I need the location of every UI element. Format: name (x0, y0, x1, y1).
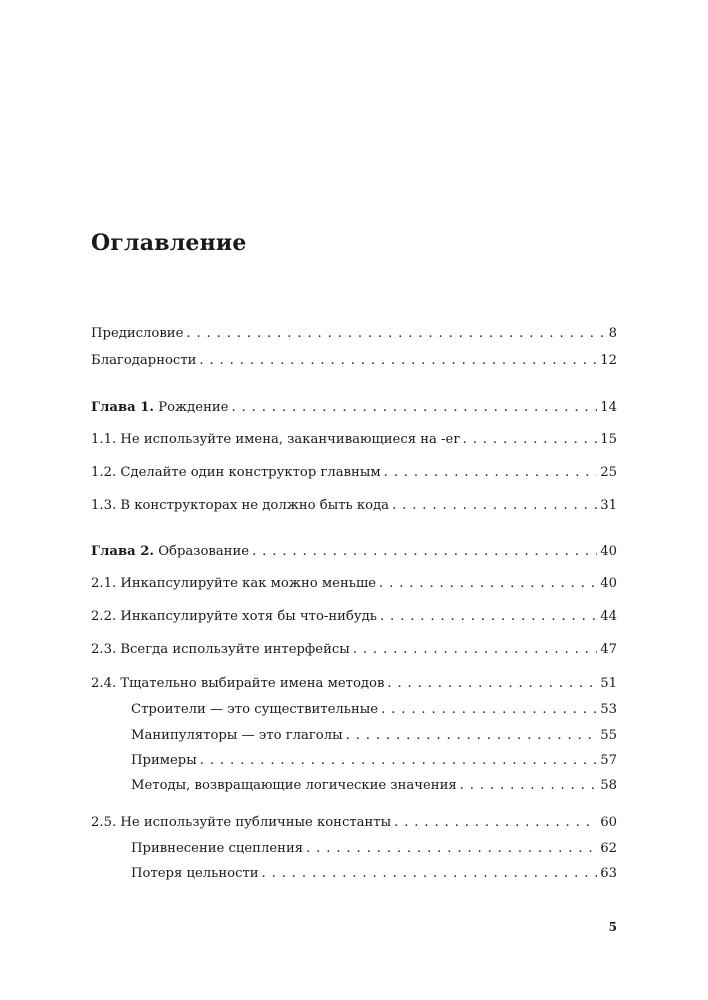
dot-leader (387, 673, 597, 695)
toc-entry-page: 47 (600, 642, 617, 657)
toc-entry-page: 58 (600, 778, 617, 793)
dot-leader (463, 429, 598, 451)
dot-leader (186, 323, 605, 345)
page-title: Оглавление (91, 230, 247, 256)
toc-entry-page: 31 (600, 498, 617, 513)
toc-entry-label: Примеры (131, 753, 197, 768)
dot-leader (380, 606, 597, 628)
toc-entry-page: 62 (600, 841, 617, 856)
toc-entry-section-1-3[interactable] (91, 495, 617, 517)
dot-leader (252, 541, 597, 563)
toc-entry-subsection-coupling[interactable] (131, 838, 617, 860)
toc-entry-page: 40 (600, 576, 617, 591)
toc-entry-chapter-2[interactable] (91, 541, 617, 563)
dot-leader (381, 699, 597, 721)
dot-leader (353, 639, 597, 661)
page-number: 5 (608, 920, 617, 934)
toc-entry-label: Образование (154, 544, 250, 559)
toc-entry-subsection-boolean-methods[interactable] (131, 775, 617, 797)
toc-entry-label: 1.2. Сделайте один конструктор главным (91, 465, 381, 480)
toc-entry-label: Предисловие (91, 326, 184, 341)
toc-entry-label: 2.2. Инкапсулируйте хотя бы что-нибудь (91, 609, 377, 624)
toc-entry-section-2-2[interactable] (91, 606, 617, 628)
toc-entry-label: Привнесение сцепления (131, 841, 304, 856)
toc-entry-label: Строители — это существительные (131, 702, 379, 717)
toc-entry-label: 2.1. Инкапсулируйте как можно меньше (91, 576, 377, 591)
toc-entry-page: 51 (600, 676, 617, 691)
dot-leader (392, 495, 597, 517)
toc-entry-label: Потеря цельности (131, 866, 259, 881)
dot-leader (379, 573, 597, 595)
toc-entry-section-2-5[interactable] (91, 812, 617, 834)
dot-leader (346, 725, 598, 747)
toc-entry-preface[interactable] (91, 323, 617, 345)
toc-entry-label: Манипуляторы — это глаголы (131, 728, 343, 743)
toc-entry-page: 8 (608, 326, 617, 341)
toc-entry-label: Благодарности (91, 353, 197, 368)
toc-entry-label: 1.3. В конструкторах не должно быть кода (91, 498, 390, 513)
toc-entry-page: 40 (600, 544, 617, 559)
toc-entry-page: 53 (600, 702, 617, 717)
toc-entry-acknowledgements[interactable] (91, 350, 617, 372)
toc-entry-section-2-1[interactable] (91, 573, 617, 595)
dot-leader (199, 350, 597, 372)
dot-leader (231, 397, 597, 419)
toc-entry-page: 14 (600, 400, 617, 415)
toc-entry-page: 63 (600, 866, 617, 881)
toc-entry-section-1-1[interactable] (91, 429, 617, 451)
toc-entry-prefix: Глава 2. (91, 544, 155, 559)
dot-leader (262, 863, 598, 885)
toc-entry-page: 25 (600, 465, 617, 480)
toc-entry-subsection-builders[interactable] (131, 699, 617, 721)
dot-leader (200, 750, 597, 772)
toc-entry-label: 1.1. Не используйте имена, заканчивающиеся на -er (91, 432, 460, 447)
toc-entry-page: 15 (600, 432, 617, 447)
toc-entry-label: 2.4. Тщательно выбирайте имена методов (91, 676, 385, 691)
toc-entry-label: Методы, возвращающие логические значения (131, 778, 457, 793)
toc-entry-label: 2.3. Всегда используйте интерфейсы (91, 642, 350, 657)
toc-entry-section-2-3[interactable] (91, 639, 617, 661)
dot-leader (384, 462, 598, 484)
toc-entry-label: Рождение (154, 400, 229, 415)
toc-entry-section-2-4[interactable] (91, 673, 617, 695)
toc-entry-subsection-manipulators[interactable] (131, 725, 617, 747)
toc-entry-chapter-1[interactable] (91, 397, 617, 419)
dot-leader (394, 812, 597, 834)
toc-entry-page: 44 (600, 609, 617, 624)
dot-leader (306, 838, 597, 860)
toc-entry-subsection-cohesion-loss[interactable] (131, 863, 617, 885)
dot-leader (460, 775, 598, 797)
toc-entry-section-1-2[interactable] (91, 462, 617, 484)
toc-entry-prefix: Глава 1. (91, 400, 155, 415)
toc-entry-subsection-examples[interactable] (131, 750, 617, 772)
toc-entry-page: 12 (600, 353, 617, 368)
toc-entry-page: 57 (600, 753, 617, 768)
toc-entry-page: 60 (600, 815, 617, 830)
toc-entry-label: 2.5. Не используйте публичные константы (91, 815, 392, 830)
toc-entry-page: 55 (600, 728, 617, 743)
